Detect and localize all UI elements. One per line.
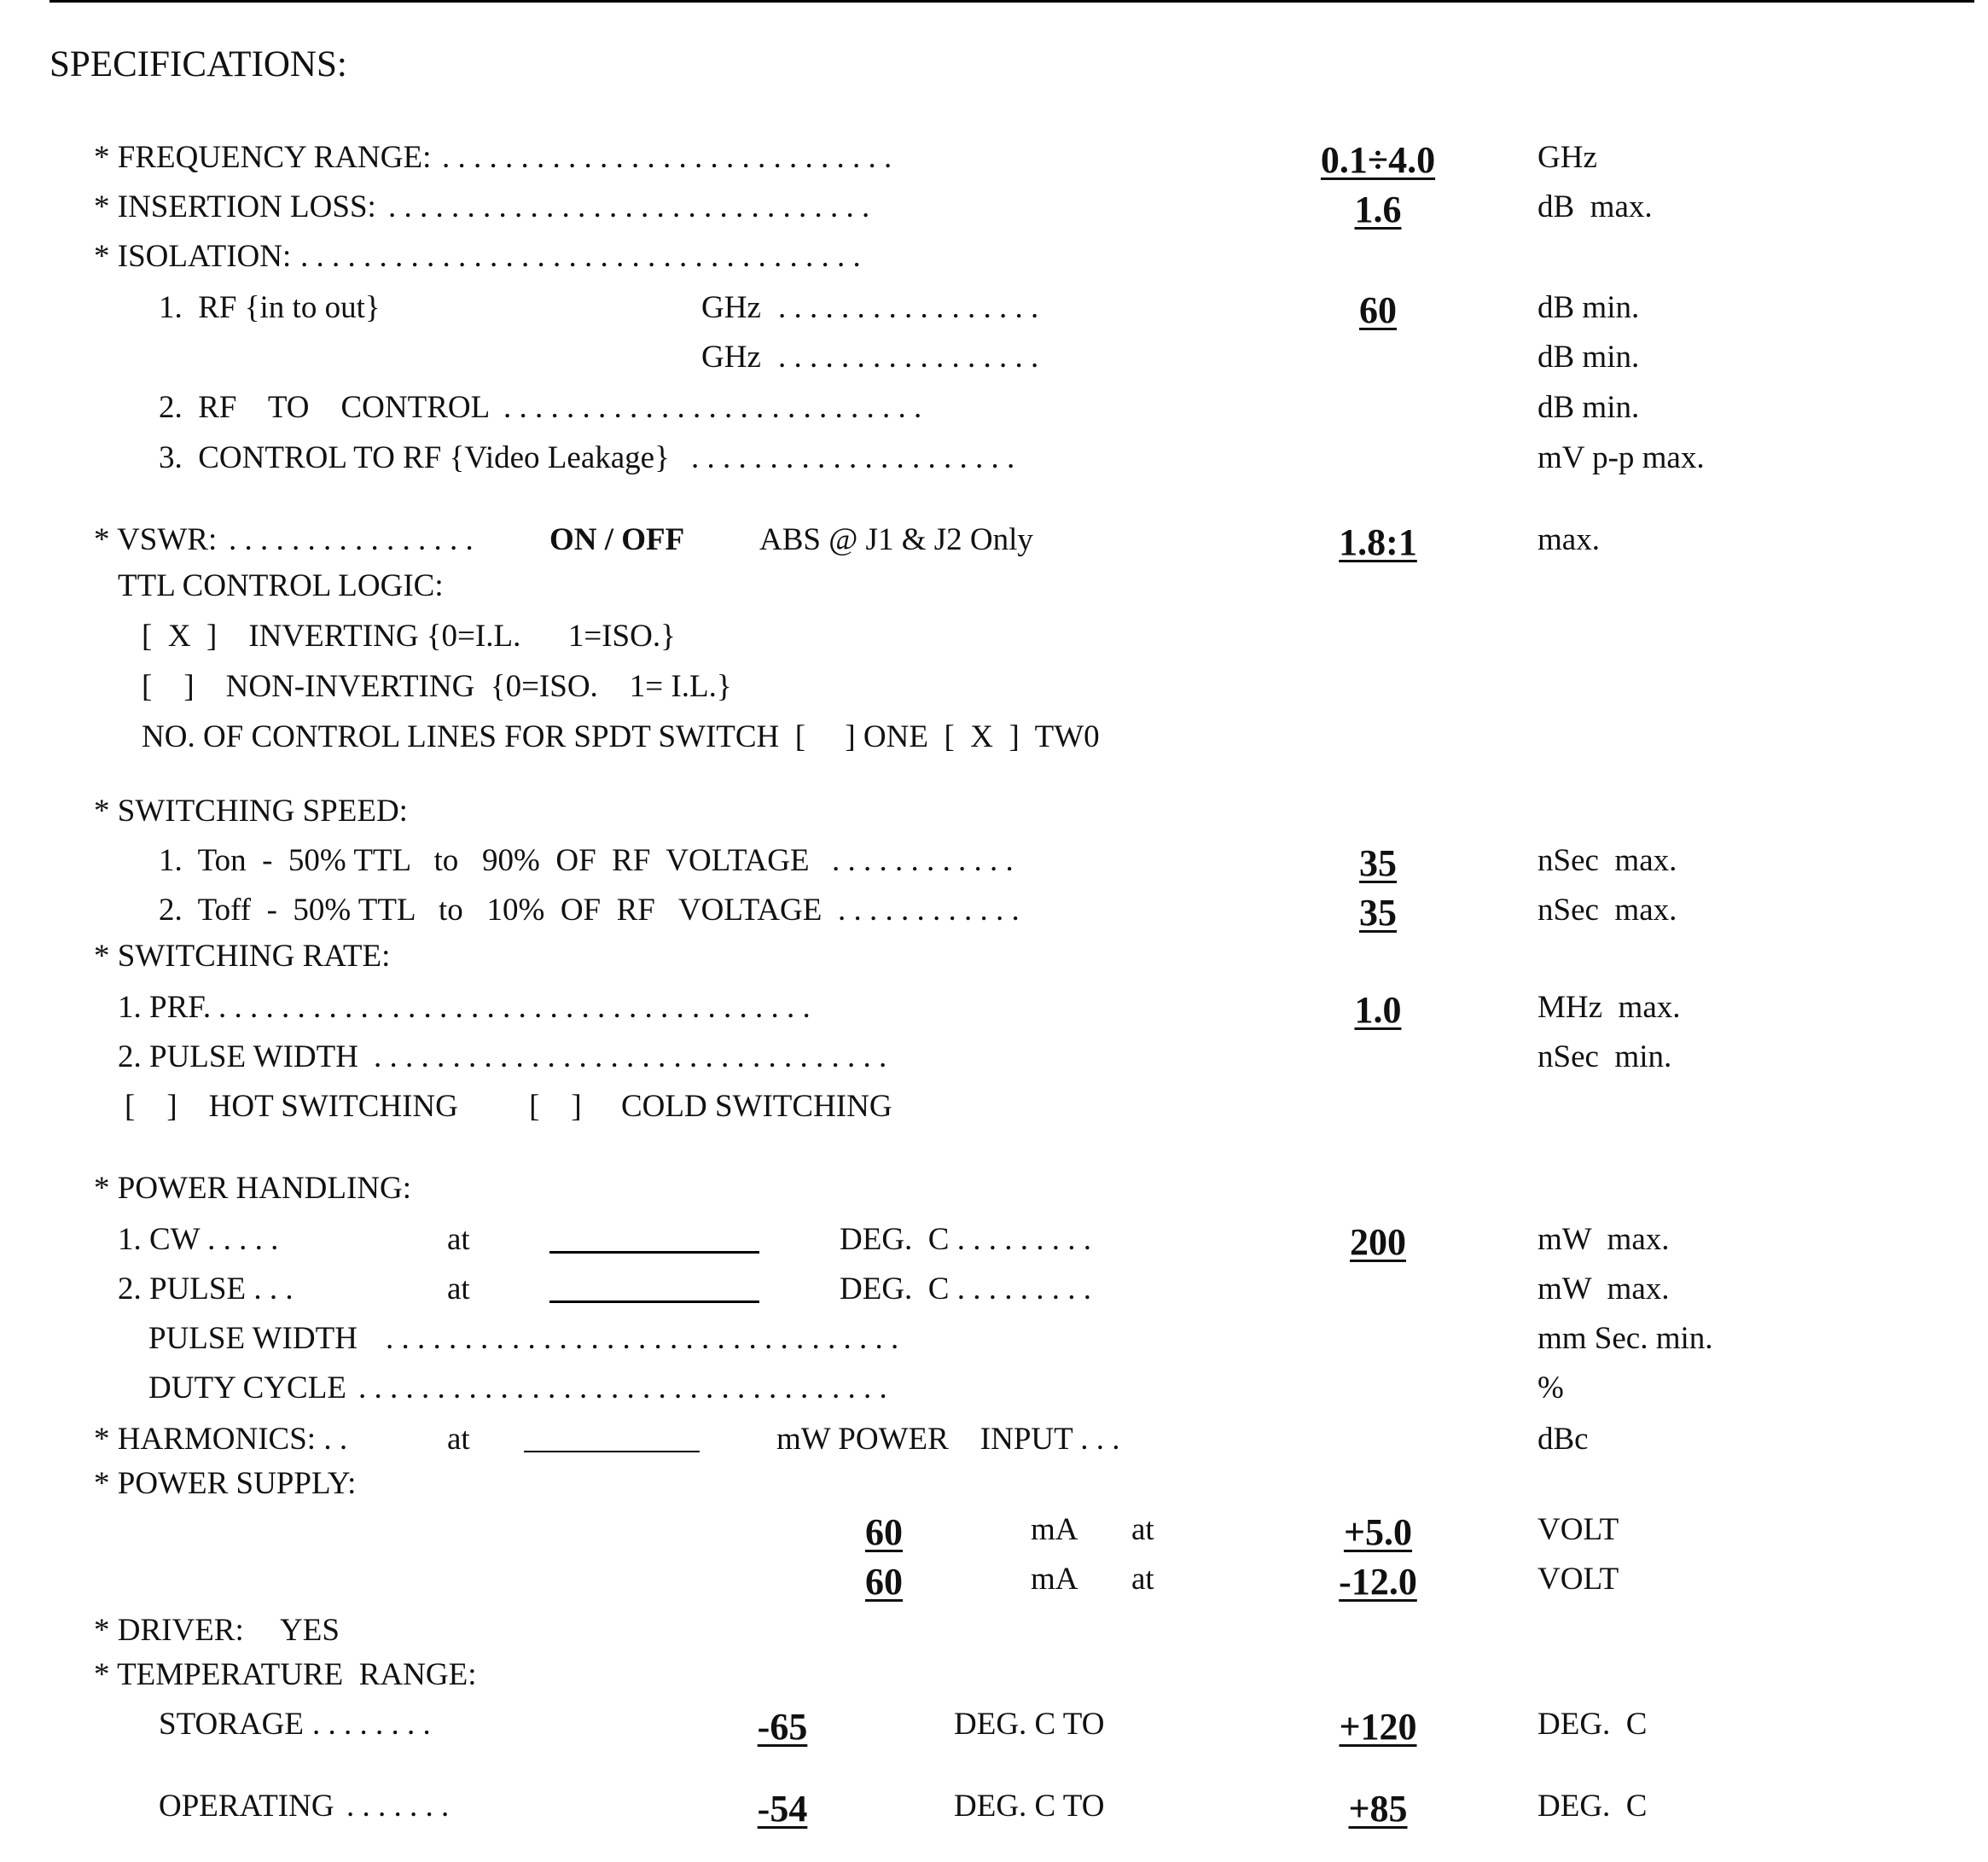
toff-value: 35 <box>1359 892 1397 934</box>
supply-unit-2: VOLT <box>1538 1562 1619 1597</box>
ton-unit: nSec max. <box>1538 843 1677 878</box>
harmonics-label: * HARMONICS: . . <box>94 1422 348 1457</box>
cw-deg: DEG. C . . . . . . . . . <box>840 1222 1091 1257</box>
ttl-non-inverting: [ ] NON-INVERTING {0=ISO. 1= I.L.} <box>142 669 732 704</box>
cw-unit: mW max. <box>1538 1222 1670 1257</box>
ton-value: 35 <box>1359 842 1397 884</box>
prf-unit: MHz max. <box>1538 990 1681 1025</box>
vswr-onoff: ON / OFF <box>549 522 685 557</box>
harmonics-at: at <box>447 1422 470 1457</box>
ton-label: 1. Ton - 50% TTL to 90% OF RF VOLTAGE <box>159 843 810 878</box>
harmonics-unit: dBc <box>1538 1422 1589 1457</box>
driver-value: YES <box>280 1613 340 1648</box>
insertion-label: * INSERTION LOSS: <box>94 189 376 224</box>
cw-at: at <box>447 1222 470 1257</box>
pulse-unit: mW max. <box>1538 1271 1670 1306</box>
isolation-unit-1: dB min. <box>1538 290 1640 325</box>
duty-cycle-unit: % <box>1538 1370 1564 1405</box>
rf-to-control-label: 2. RF TO CONTROL <box>159 390 491 425</box>
isolation-dots: . . . . . . . . . . . . . . . . . . . . . . . . . . . . . . . . . . . . <box>300 239 861 274</box>
duty-cycle-label: DUTY CYCLE <box>148 1370 346 1405</box>
harmonics-power: mW POWER INPUT . . . <box>776 1422 1120 1457</box>
prf-dots: . . . . . . . . . . . . . . . . . . . . . . . . . . . . . . . . . . . . . . <box>218 990 811 1025</box>
isolation-label: * ISOLATION: <box>94 239 292 274</box>
isolation-ghz-2: GHz <box>701 340 761 375</box>
isolation-ghz-1: GHz <box>701 290 761 325</box>
pulse-temp-blank <box>549 1300 759 1303</box>
isolation-rf-value: 60 <box>1359 289 1397 331</box>
freq-value: 0.1÷4.0 <box>1320 139 1436 181</box>
freq-label: * FREQUENCY RANGE: <box>94 140 432 175</box>
ttl-inverting: [ X ] INVERTING {0=I.L. 1=ISO.} <box>142 619 676 654</box>
pulse-at: at <box>447 1271 470 1306</box>
control-to-rf-label: 3. CONTROL TO RF {Video Leakage} <box>159 440 670 475</box>
ph-pulse-width-dots: . . . . . . . . . . . . . . . . . . . . . . . . . . . . . . . . . <box>386 1321 899 1356</box>
operating-low: -54 <box>757 1788 808 1830</box>
driver-label: * DRIVER: <box>94 1613 244 1648</box>
supply-current-1: 60 <box>865 1511 903 1553</box>
operating-dots: . . . . . . . <box>346 1789 450 1824</box>
insertion-value: 1.6 <box>1354 189 1402 230</box>
prf-value: 1.0 <box>1354 989 1402 1031</box>
switching-rate-label: * SWITCHING RATE: <box>94 939 391 974</box>
control-to-rf-unit: mV p-p max. <box>1538 440 1705 475</box>
pulse-deg: DEG. C . . . . . . . . . <box>840 1271 1091 1306</box>
ttl-control-lines: NO. OF CONTROL LINES FOR SPDT SWITCH [ ] ONE [ X ] TW0 <box>142 719 1100 754</box>
vswr-note: ABS @ J1 & J2 Only <box>759 522 1033 557</box>
supply-unit-1: VOLT <box>1538 1512 1619 1547</box>
operating-to: DEG. C TO <box>954 1789 1105 1824</box>
hot-cold-switching: [ ] HOT SWITCHING [ ] COLD SWITCHING <box>125 1089 892 1124</box>
toff-label: 2. Toff - 50% TTL to 10% OF RF VOLTAGE <box>159 893 823 928</box>
ton-dots: . . . . . . . . . . . . <box>832 843 1014 878</box>
storage-label: STORAGE <box>159 1707 304 1742</box>
supply-voltage-2: -12.0 <box>1339 1561 1417 1603</box>
operating-unit: DEG. C <box>1538 1789 1648 1824</box>
supply-voltage-1: +5.0 <box>1343 1511 1413 1553</box>
toff-unit: nSec max. <box>1538 893 1677 928</box>
top-rule <box>49 0 1974 3</box>
ph-pulse-width-label: PULSE WIDTH <box>148 1321 357 1356</box>
supply-at-2: at <box>1131 1562 1154 1597</box>
toff-dots: . . . . . . . . . . . . <box>838 893 1020 928</box>
operating-high: +85 <box>1348 1788 1408 1830</box>
storage-unit: DEG. C <box>1538 1707 1648 1742</box>
insertion-dots: . . . . . . . . . . . . . . . . . . . . . . . . . . . . . . . <box>388 189 870 224</box>
rate-pulse-width-dots: . . . . . . . . . . . . . . . . . . . . . . . . . . . . . . . . . <box>374 1039 887 1074</box>
page-title: SPECIFICATIONS: <box>49 44 347 84</box>
control-to-rf-dots: . . . . . . . . . . . . . . . . . . . . . <box>691 440 1015 475</box>
supply-at-1: at <box>1131 1512 1154 1547</box>
vswr-unit: max. <box>1538 522 1600 557</box>
isolation-unit-2: dB min. <box>1538 340 1640 375</box>
rf-to-control-unit: dB min. <box>1538 390 1640 425</box>
cw-value: 200 <box>1350 1221 1406 1263</box>
vswr-dots: . . . . . . . . . . . . . . . . <box>229 522 474 557</box>
isolation-rf-label: 1. RF {in to out} <box>159 290 381 325</box>
isolation-dots-2: . . . . . . . . . . . . . . . . . <box>778 340 1039 375</box>
temperature-label: * TEMPERATURE RANGE: <box>94 1657 477 1692</box>
prf-label: 1. PRF. <box>118 990 212 1025</box>
pulse-label: 2. PULSE . . . <box>118 1271 294 1306</box>
supply-ma-1: mA <box>1031 1512 1078 1547</box>
ttl-label: TTL CONTROL LOGIC: <box>118 568 444 603</box>
freq-unit: GHz <box>1538 140 1597 175</box>
cw-label: 1. CW . . . . . <box>118 1222 279 1257</box>
storage-to: DEG. C TO <box>954 1707 1105 1742</box>
power-handling-label: * POWER HANDLING: <box>94 1171 412 1206</box>
operating-label: OPERATING <box>159 1789 334 1824</box>
rf-to-control-dots: . . . . . . . . . . . . . . . . . . . . . . . . . . . <box>503 390 922 425</box>
insertion-unit: dB max. <box>1538 189 1653 224</box>
duty-cycle-dots: . . . . . . . . . . . . . . . . . . . . . . . . . . . . . . . . . . <box>358 1370 887 1405</box>
isolation-dots-1: . . . . . . . . . . . . . . . . . <box>778 290 1039 325</box>
supply-ma-2: mA <box>1031 1562 1078 1597</box>
storage-high: +120 <box>1339 1706 1417 1748</box>
cw-temp-blank <box>549 1251 759 1254</box>
power-supply-label: * POWER SUPPLY: <box>94 1466 357 1501</box>
freq-dots: . . . . . . . . . . . . . . . . . . . . . . . . . . . . . <box>442 140 892 175</box>
storage-low: -65 <box>757 1706 808 1748</box>
switching-speed-label: * SWITCHING SPEED: <box>94 794 408 829</box>
rate-pulse-width-unit: nSec min. <box>1538 1039 1672 1074</box>
supply-current-2: 60 <box>865 1561 903 1603</box>
vswr-label: * VSWR: <box>94 522 218 557</box>
vswr-value: 1.8:1 <box>1339 521 1417 563</box>
storage-dots: . . . . . . . . <box>312 1707 431 1742</box>
ph-pulse-width-unit: mm Sec. min. <box>1538 1321 1713 1356</box>
harmonics-power-blank <box>524 1451 700 1452</box>
rate-pulse-width-label: 2. PULSE WIDTH <box>118 1039 358 1074</box>
